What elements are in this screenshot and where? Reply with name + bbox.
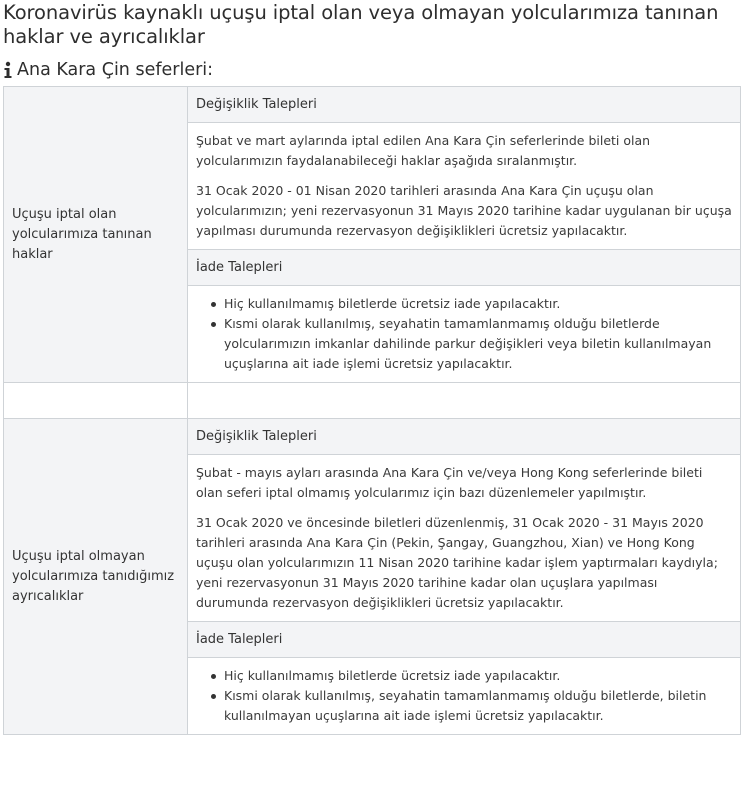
empty-cell xyxy=(4,383,188,419)
paragraph: 31 Ocak 2020 ve öncesinde biletleri düzenlenmiş, 31 Ocak 2020 - 31 Mayıs 2020 tarihleri arasında Ana Kara Çin (Pekin, Şangay, Guangzhou, Xian) ve Hong Kong uçuşu olan yolcularımızın 11 Nisan 2020 tarihine kadar işlem yaptırmaları kaydıyla; yeni rezervasyonun 31 Mayıs 2020 tarihine kadar olan uçuşlara yapılması durumunda rezervasyon değişiklikleri ücretsiz yapılacaktır. xyxy=(196,515,718,610)
info-icon xyxy=(3,61,13,79)
refund-requests-body xyxy=(188,286,741,383)
paragraph: 31 Ocak 2020 - 01 Nisan 2020 tarihleri arasında Ana Kara Çin uçuşu olan yolcularımızın; yeni rezervasyonun 31 Mayıs 2020 tarihine kadar uygulanan bir uçuşa yapılması durumunda rezervasyon değişiklikleri ücretsiz yapılacaktır. xyxy=(196,183,732,238)
refund-list xyxy=(196,666,732,726)
refund-list xyxy=(196,294,732,374)
section-subtitle xyxy=(3,59,749,81)
subtitle-text: Ana Kara Çin seferleri: xyxy=(17,60,214,80)
refund-requests-heading: İade Talepleri xyxy=(188,622,741,658)
refund-requests-body xyxy=(188,658,741,735)
paragraph: Şubat - mayıs ayları arasında Ana Kara Çin ve/veya Hong Kong seferlerinde bileti olan seferi iptal olmamış yolcularımız için bazı düzenlemeler yapılmıştır. xyxy=(196,465,703,500)
page-title: Koronavirüs kaynaklı uçuşu iptal olan veya olmayan yolcularımıza tanınan haklar ve ayrıcalıklar xyxy=(3,1,719,48)
table-row xyxy=(4,419,741,455)
empty-cell xyxy=(188,383,741,419)
table-row-spacer xyxy=(4,383,741,419)
rights-table xyxy=(3,86,741,735)
change-requests-body xyxy=(188,455,741,622)
change-requests-heading: Değişiklik Talepleri xyxy=(188,419,741,455)
change-requests-body xyxy=(188,123,741,250)
table-row xyxy=(4,87,741,123)
side-label-not-cancelled: Uçuşu iptal olmayan yolcularımıza tanıdığımız ayrıcalıklar xyxy=(4,419,188,735)
paragraph: Şubat ve mart aylarında iptal edilen Ana Kara Çin seferlerinde bileti olan yolcularımızın faydalanabileceği haklar aşağıda sıralanmıştır. xyxy=(196,133,651,168)
side-label-cancelled: Uçuşu iptal olan yolcularımıza tanınan haklar xyxy=(4,87,188,383)
change-requests-heading: Değişiklik Talepleri xyxy=(188,87,741,123)
list-item: Kısmi olarak kullanılmış, seyahatin tamamlanmamış olduğu biletlerde, biletin kullanılmayan uçuşlarına ait iade işlemi ücretsiz yapılacaktır. xyxy=(224,686,732,726)
list-item: Kısmi olarak kullanılmış, seyahatin tamamlanmamış olduğu biletlerde yolcularımızın imkanlar dahilinde parkur değişikleri veya biletin kullanılmayan uçuşlarına ait iade işlemi ücretsiz yapılacaktır. xyxy=(224,314,732,374)
refund-requests-heading: İade Talepleri xyxy=(188,250,741,286)
list-item: Hiç kullanılmamış biletlerde ücretsiz iade yapılacaktır. xyxy=(224,294,732,314)
list-item: Hiç kullanılmamış biletlerde ücretsiz iade yapılacaktır. xyxy=(224,666,732,686)
